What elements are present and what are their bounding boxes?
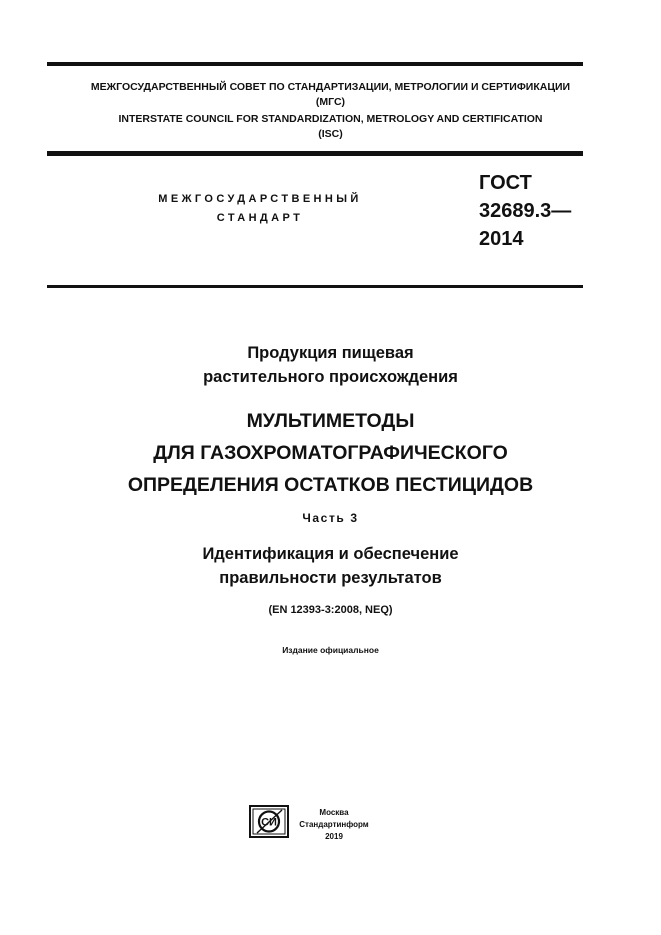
header-rule xyxy=(47,151,583,156)
gost-number: 32689.3— xyxy=(479,200,572,222)
top-rule xyxy=(47,62,583,66)
subject-line2: растительного происхождения xyxy=(203,368,458,386)
part-number: Часть 3 xyxy=(302,511,359,525)
publisher-year: 2019 xyxy=(325,832,343,841)
publisher-city: Москва xyxy=(319,808,349,817)
edition-note: Издание официальное xyxy=(282,645,379,655)
part-title-line1: Идентификация и обеспечение xyxy=(202,545,459,563)
council-en-line: INTERSTATE COUNCIL FOR STANDARDIZATION, METROLOGY AND CERTIFICATION xyxy=(118,113,543,125)
reference-standard: (EN 12393-3:2008, NEQ) xyxy=(268,604,393,616)
publisher-name: Стандартинформ xyxy=(299,820,369,829)
council-ru-abbr: (МГС) xyxy=(315,96,346,108)
publisher-logo-text: СИ xyxy=(261,816,277,829)
council-ru-line: МЕЖГОСУДАРСТВЕННЫЙ СОВЕТ ПО СТАНДАРТИЗАЦИИ, МЕТРОЛОГИИ И СЕРТИФИКАЦИИ xyxy=(90,81,571,93)
gost-year: 2014 xyxy=(479,228,524,250)
subject-line1: Продукция пищевая xyxy=(247,344,414,362)
standard-type-line1: МЕЖГОСУДАРСТВЕННЫЙ xyxy=(158,193,362,205)
gost-label: ГОСТ xyxy=(479,172,532,194)
council-en-abbr: (ISC) xyxy=(318,128,343,140)
designation-rule xyxy=(47,285,583,288)
standard-type-line2: СТАНДАРТ xyxy=(216,212,304,224)
main-title-line2: ДЛЯ ГАЗОХРОМАТОГРАФИЧЕСКОГО xyxy=(153,442,508,464)
main-title-line3: ОПРЕДЕЛЕНИЯ ОСТАТКОВ ПЕСТИЦИДОВ xyxy=(127,474,534,496)
main-title-line1: МУЛЬТИМЕТОДЫ xyxy=(246,410,415,432)
part-title-line2: правильности результатов xyxy=(219,569,442,587)
